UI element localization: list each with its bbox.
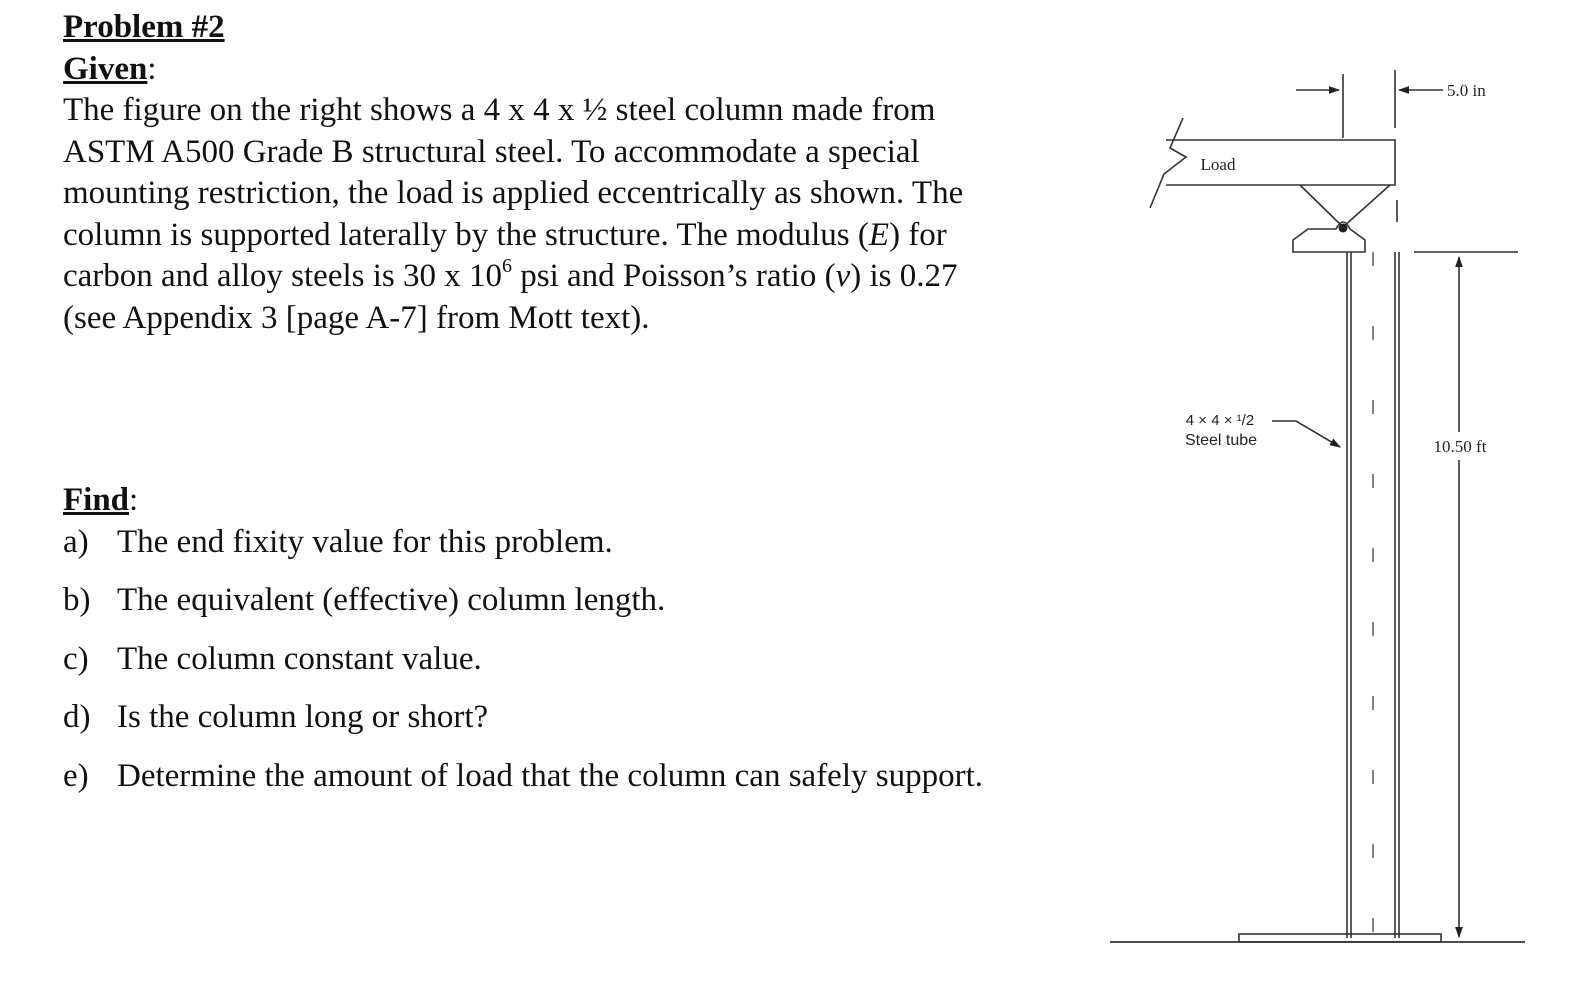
- given-heading-label: Given: [63, 50, 148, 87]
- given-heading: [63, 49, 1073, 91]
- hinge-strut-left: [1300, 185, 1343, 227]
- find-item-letter: a): [63, 523, 89, 560]
- find-item-text: The column constant value.: [117, 640, 482, 677]
- tube-leader: [1272, 421, 1340, 447]
- find-section: [63, 480, 1073, 814]
- given-heading-colon: :: [147, 50, 157, 87]
- base-plate: [1239, 934, 1441, 942]
- find-item: [63, 580, 1073, 639]
- tube-label-line1: 4 × 4 × ¹/2: [1185, 412, 1255, 429]
- given-line-5-b: psi and Poisson’s ratio (: [512, 258, 836, 294]
- hinge-strut-right: [1343, 185, 1390, 227]
- hinge-pin: [1339, 224, 1348, 233]
- exponent: 6: [502, 255, 512, 277]
- hinge-cap: [1293, 222, 1365, 252]
- find-item: [63, 639, 1073, 698]
- find-item-letter: b): [63, 582, 91, 618]
- column-figure: [1100, 60, 1540, 960]
- find-item-text: The end fixity value for this problem.: [117, 523, 613, 560]
- find-heading-colon: :: [129, 482, 139, 518]
- problem-title: Problem #2: [63, 9, 225, 45]
- given-line-6: (see Appendix 3 [page A-7] from Mott text).: [63, 299, 650, 336]
- given-line-1: The figure on the right shows a 4 x 4 x ½ steel column made from: [63, 92, 936, 128]
- find-heading: [63, 480, 1073, 522]
- length-label: 10.50 ft: [1433, 437, 1487, 456]
- find-item-text: Determine the amount of load that the column can safely support.: [117, 757, 983, 794]
- modulus-symbol: E: [868, 216, 890, 253]
- given-line-5: [63, 256, 1073, 298]
- given-line-3: mounting restriction, the load is applied eccentrically as shown. The: [63, 175, 964, 211]
- load-label: Load: [1200, 155, 1236, 174]
- find-list: [63, 522, 1073, 815]
- find-item-letter: d): [63, 699, 91, 735]
- given-line-4-a: column is supported laterally by the structure. The modulus (: [63, 216, 869, 253]
- find-item: [63, 697, 1073, 756]
- given-line-4-b: ) for: [889, 216, 947, 253]
- find-item: [63, 522, 1073, 581]
- find-item-letter: c): [63, 640, 89, 677]
- find-item-text: Is the column long or short?: [117, 699, 489, 735]
- problem-statement: [63, 7, 1073, 339]
- eccentricity-label: 5.0 in: [1447, 81, 1486, 100]
- break-line: [1150, 118, 1186, 208]
- find-item: [63, 756, 1073, 815]
- tube-label-line2: Steel tube: [1184, 432, 1258, 449]
- given-line-5-c: ) is 0.27: [850, 258, 958, 294]
- find-item-letter: e): [63, 757, 89, 794]
- find-item-text: The equivalent (effective) column length.: [117, 582, 666, 618]
- given-line-4: [63, 215, 1073, 257]
- given-line-2: ASTM A500 Grade B structural steel. To accommodate a special: [63, 133, 920, 170]
- poisson-symbol: ν: [835, 258, 851, 294]
- find-heading-label: Find: [63, 482, 130, 518]
- given-line-5-a: carbon and alloy steels is 30 x 10: [63, 258, 502, 294]
